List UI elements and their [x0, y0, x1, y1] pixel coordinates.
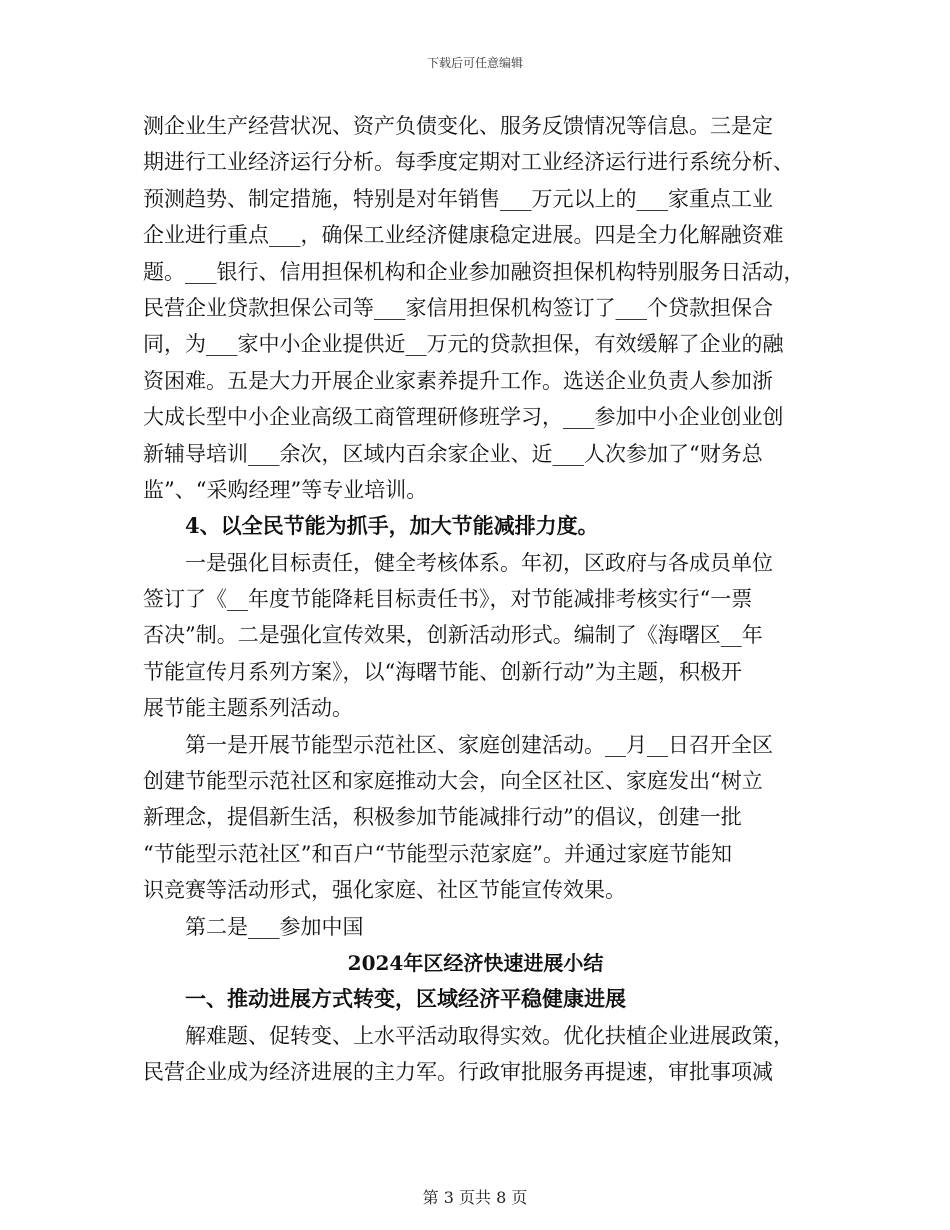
paragraph-line: 民营企业贷款担保公司等___家信用担保机构签订了___个贷款担保合	[143, 295, 773, 320]
document-title: 2024年区经济快速进展小结	[347, 950, 604, 975]
header-note: 下载后可任意编辑	[426, 56, 523, 70]
paragraph-line: “节能型示范社区”和百户“节能型示范家庭”。并通过家庭节能知	[143, 841, 732, 866]
paragraph-line: 新理念，提倡新生活，积极参加节能减排行动”的倡议，创建一批	[143, 805, 742, 830]
paragraph-line: 期进行工业经济运行分析。每季度定期对工业经济运行进行系统分析、	[143, 150, 794, 175]
paragraph-line: 展节能主题系列活动。	[143, 696, 353, 721]
page-number: 第 3 页共 8 页	[422, 1188, 528, 1207]
paragraph-line: 识竞赛等活动形式，强化家庭、社区节能宣传效果。	[143, 878, 626, 903]
paragraph-line: 一是强化目标责任，健全考核体系。年初，区政府与各成员单位	[185, 550, 773, 575]
paragraph-line: 否决”制。二是强化宣传效果，创新活动形式。编制了《海曙区__年	[143, 623, 763, 648]
paragraph-line: 解难题、促转变、上水平活动取得实效。优化扶植企业进展政策，	[185, 1023, 794, 1048]
paragraph-line: 监”、“采购经理”等专业培训。	[143, 477, 428, 502]
paragraph-line: 同，为___家中小企业提供近__万元的贷款担保，有效缓解了企业的融	[143, 332, 784, 357]
paragraph-line: 预测趋势、制定措施，特别是对年销售___万元以上的___家重点工业	[143, 186, 773, 211]
section-heading: 4、以全民节能为抓手，加大节能减排力度。	[185, 513, 599, 539]
paragraph-line: 签订了《__年度节能降耗目标责任书》，对节能减排考核实行“一票	[143, 587, 753, 612]
paragraph-line: 题。___银行、信用担保机构和企业参加融资担保机构特别服务日活动，	[143, 259, 805, 284]
body-text	[143, 108, 808, 1091]
paragraph-line: 节能宣传月系列方案》，以“海曙节能、创新行动”为主题，积极开	[143, 659, 742, 684]
paragraph-line: 第二是___参加中国	[185, 914, 364, 939]
section-heading: 一、推动进展方式转变，区域经济平稳健康进展	[185, 986, 626, 1012]
paragraph-line: 新辅导培训___余次，区域内百余家企业、近___人次参加了“财务总	[143, 441, 763, 466]
paragraph-line: 企业进行重点___，确保工业经济健康稳定进展。四是全力化解融资难	[143, 223, 784, 248]
paragraph-line: 创建节能型示范社区和家庭推动大会，向全区社区、家庭发出“树立	[143, 769, 763, 794]
paragraph-line: 测企业生产经营状况、资产负债变化、服务反馈情况等信息。三是定	[143, 114, 773, 138]
paragraph-line: 资困难。五是大力开展企业家素养提升工作。选送企业负责人参加浙	[143, 368, 773, 393]
paragraph-line: 大成长型中小企业高级工商管理研修班学习，___参加中小企业创业创	[143, 405, 784, 430]
paragraph-line: 民营企业成为经济进展的主力军。行政审批服务再提速，审批事项减	[143, 1060, 773, 1085]
paragraph-line: 第一是开展节能型示范社区、家庭创建活动。__月__日召开全区	[185, 732, 773, 757]
